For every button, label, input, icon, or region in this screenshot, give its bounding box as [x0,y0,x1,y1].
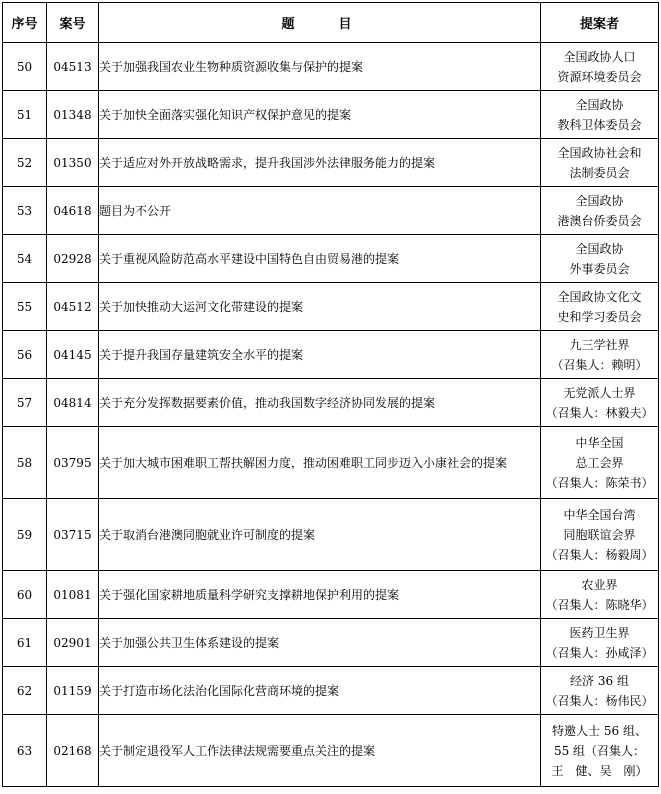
proposer-line: 港澳台侨委员会 [557,213,642,228]
title-cell: 关于打造市场化法治化国际化营商环境的提案 [99,667,541,715]
proposer-line: 外事委员会 [569,261,630,276]
case-number-cell: 01159 [47,667,99,715]
proposer-line: 全国政协 [575,241,624,256]
title-cell: 关于加强我国农业生物种质资源收集与保护的提案 [99,43,541,91]
proposer-line: （召集人：陈荣书） [545,475,654,490]
table-row [3,139,659,187]
title-cell: 关于加强公共卫生体系建设的提案 [99,619,541,667]
table-row [3,571,659,619]
table-row [3,43,659,91]
seq-cell: 51 [3,91,47,139]
proposer-line: 法制委员会 [569,165,630,180]
seq-cell: 57 [3,379,47,427]
case-number-cell: 01350 [47,139,99,187]
proposer-line: 经济 36 组 [570,673,629,688]
title-cell: 关于充分发挥数据要素价值，推动我国数字经济协同发展的提案 [99,379,541,427]
proposer-line: （召集人：陈晓华） [545,597,654,612]
header-case-number: 案号 [47,3,99,43]
proposer-cell [541,235,659,283]
case-number-cell: 02928 [47,235,99,283]
case-number-cell: 04513 [47,43,99,91]
title-cell: 关于加快推动大运河文化带建设的提案 [99,283,541,331]
header-title: 题 目 [99,3,541,43]
proposer-line: 全国政协社会和 [557,145,642,160]
header-row [3,3,659,43]
title-cell: 关于制定退役军人工作法律法规需要重点关注的提案 [99,715,541,787]
table-row [3,715,659,787]
title-cell: 关于取消台港澳同胞就业许可制度的提案 [99,499,541,571]
proposer-line: 九三学社界 [569,337,630,352]
proposer-cell [541,187,659,235]
proposer-cell [541,427,659,499]
table-row [3,187,659,235]
proposer-line: 无党派人士界 [563,385,636,400]
seq-cell: 54 [3,235,47,283]
title-cell: 关于提升我国存量建筑安全水平的提案 [99,331,541,379]
title-cell: 关于适应对外开放战略需求，提升我国涉外法律服务能力的提案 [99,139,541,187]
table-row [3,331,659,379]
seq-cell: 61 [3,619,47,667]
proposer-cell [541,379,659,427]
case-number-cell: 02168 [47,715,99,787]
proposer-line: 医药卫生界 [569,625,630,640]
header-proposer: 提案者 [541,3,659,43]
title-cell: 关于加大城市困难职工帮扶解困力度，推动困难职工同步迈入小康社会的提案 [99,427,541,499]
seq-cell: 53 [3,187,47,235]
proposer-line: （召集人：杨毅周） [545,547,654,562]
title-cell: 关于强化国家耕地质量科学研究支撑耕地保护利用的提案 [99,571,541,619]
seq-cell: 50 [3,43,47,91]
proposer-line: 王 健、吴 刚） [551,763,648,778]
header-seq: 序号 [3,3,47,43]
table-row [3,499,659,571]
seq-cell: 55 [3,283,47,331]
proposer-line: （召集人：林毅夫） [545,405,654,420]
table-row [3,427,659,499]
title-cell: 关于加快全面落实强化知识产权保护意见的提案 [99,91,541,139]
seq-cell: 63 [3,715,47,787]
proposer-line: （召集人：杨伟民） [545,693,654,708]
case-number-cell: 04145 [47,331,99,379]
case-number-cell: 01081 [47,571,99,619]
proposer-cell [541,331,659,379]
table-row [3,619,659,667]
seq-cell: 62 [3,667,47,715]
proposer-line: 同胞联谊会界 [563,527,636,542]
proposer-line: （召集人：孙咸泽） [545,645,654,660]
table-row [3,379,659,427]
proposer-cell [541,139,659,187]
proposer-line: 特邀人士 56 组、 [552,723,647,738]
proposal-table [2,2,659,787]
proposer-line: 中华全国 [575,435,624,450]
table-body [3,43,659,787]
case-number-cell: 04814 [47,379,99,427]
seq-cell: 59 [3,499,47,571]
case-number-cell: 04618 [47,187,99,235]
table-row [3,235,659,283]
table-row [3,283,659,331]
proposer-line: 农业界 [581,577,618,592]
table-row [3,667,659,715]
title-cell: 关于重视风险防范高水平建设中国特色自由贸易港的提案 [99,235,541,283]
seq-cell: 58 [3,427,47,499]
proposer-line: 全国政协 [575,97,624,112]
case-number-cell: 02901 [47,619,99,667]
proposer-cell [541,283,659,331]
seq-cell: 56 [3,331,47,379]
title-cell: 题目为不公开 [99,187,541,235]
proposer-cell [541,499,659,571]
proposer-cell [541,571,659,619]
table-row [3,91,659,139]
proposer-line: 教科卫体委员会 [557,117,642,132]
case-number-cell: 01348 [47,91,99,139]
case-number-cell: 03715 [47,499,99,571]
case-number-cell: 03795 [47,427,99,499]
proposer-line: 全国政协 [575,193,624,208]
proposer-line: 总工会界 [575,455,624,470]
proposer-line: 55 组（召集人： [553,743,646,758]
proposer-line: 中华全国台湾 [563,507,636,522]
proposer-cell [541,619,659,667]
proposer-line: 全国政协人口 [563,49,636,64]
seq-cell: 60 [3,571,47,619]
proposer-line: 全国政协文化文 [557,289,642,304]
proposer-cell [541,43,659,91]
proposer-line: 史和学习委员会 [557,309,642,324]
seq-cell: 52 [3,139,47,187]
case-number-cell: 04512 [47,283,99,331]
proposer-cell [541,715,659,787]
proposer-line: 资源环境委员会 [557,69,642,84]
proposer-cell [541,91,659,139]
proposer-line: （召集人：赖明） [551,357,648,372]
proposer-cell [541,667,659,715]
